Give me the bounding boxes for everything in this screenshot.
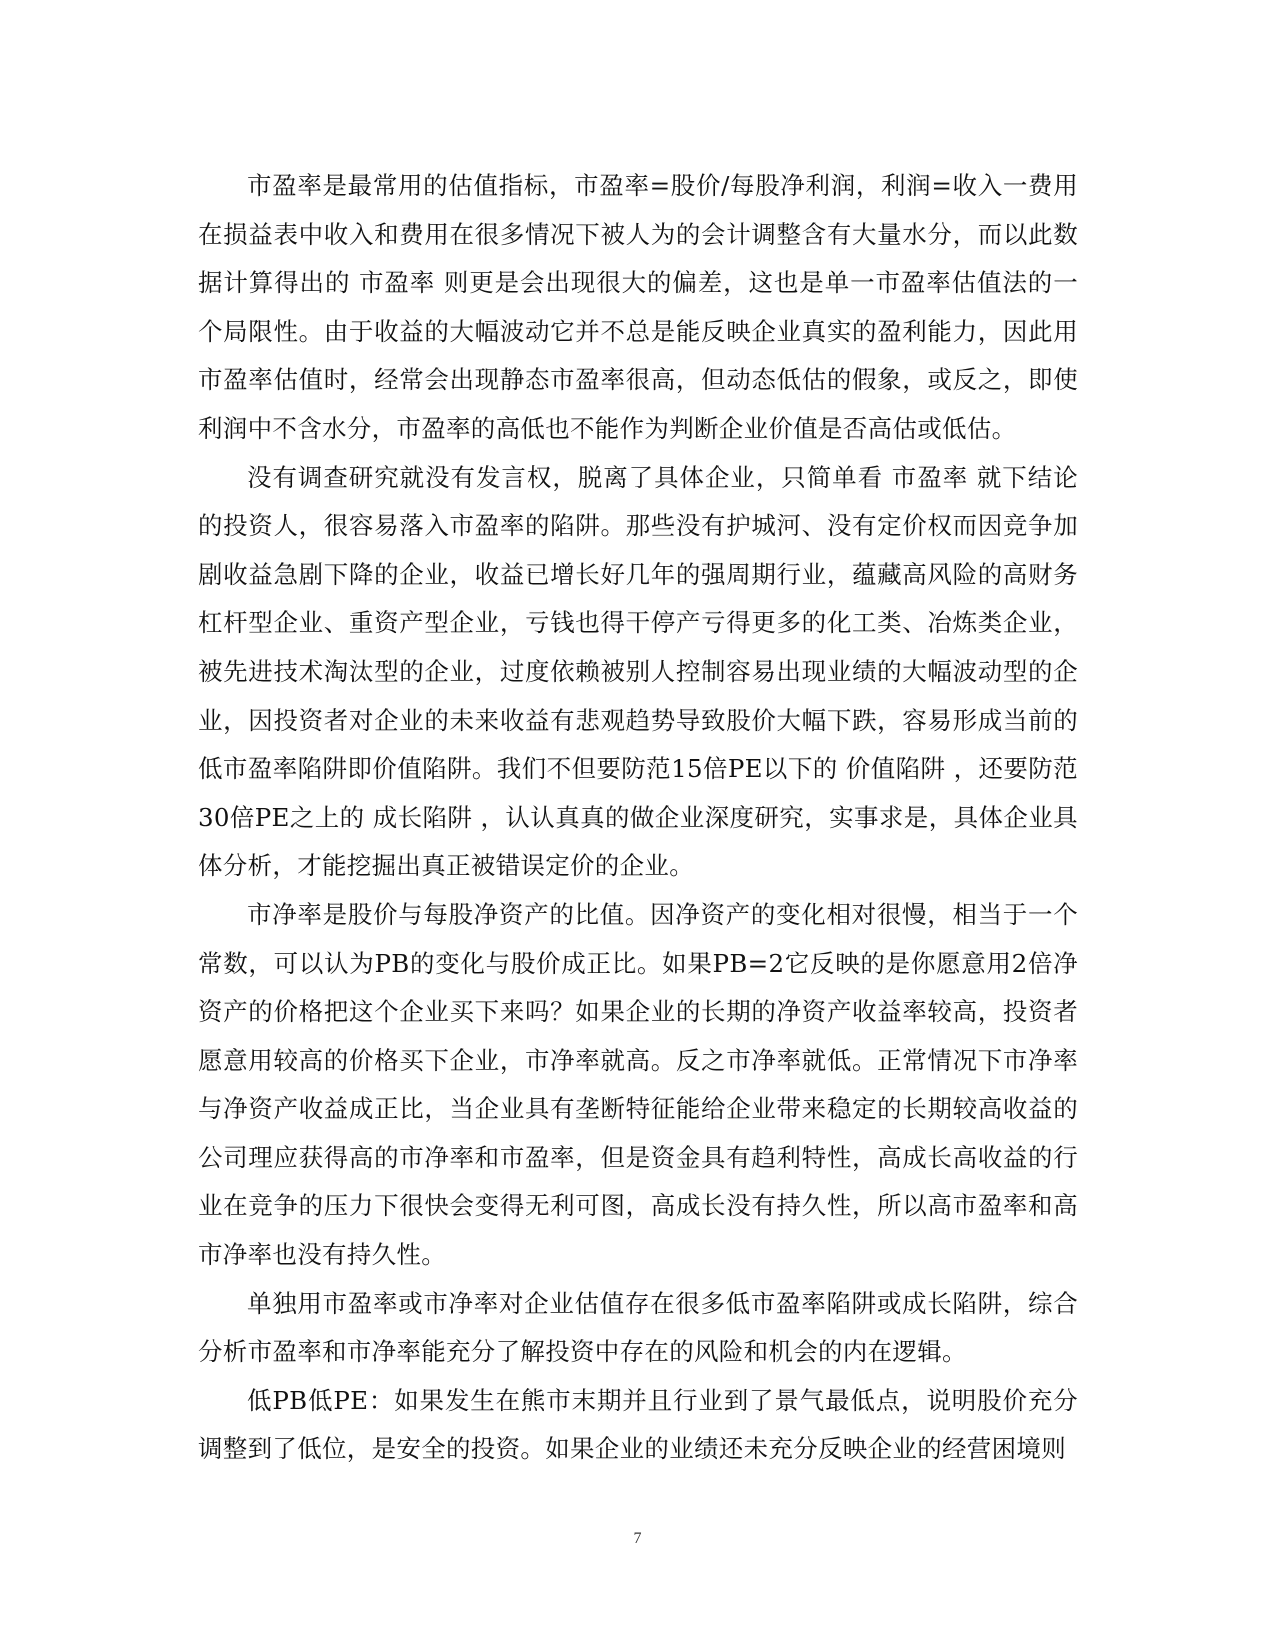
paragraph-low-pb-low-pe: 低PB低PE：如果发生在熊市末期并且行业到了景气最低点，说明股价充分调整到了低位，是安全的投资。如果企业的业绩还未充分反映企业的经营困境则 — [198, 1385, 1078, 1464]
document-body — [198, 162, 1078, 1474]
paragraph-combined-analysis: 单独用市盈率或市净率对企业估值存在很多低市盈率陷阱或成长陷阱，综合分析市盈率和市净率能充分了解投资中存在的风险和机会的内在逻辑。 — [198, 1288, 1078, 1367]
paragraph-pe-trap: 没有调查研究就没有发言权，脱离了具体企业，只简单看 市盈率 就下结论的投资人，很容易落入市盈率的陷阱。那些没有护城河、没有定价权而因竞争加剧收益急剧下降的企业，收益已增长好几年的强周期行业，蕴藏高风险的高财务杠杆型企业、重资产型企业，亏钱也得干停产亏得更多的化工类、冶炼类企业，被先进技术淘汰型的企业，过度依赖被别人控制容易出现业绩的大幅波动型的企业，因投资者对企业的未来收益有悲观趋势导致股价大幅下跌，容易形成当前的低市盈率陷阱即价值陷阱。我们不但要防范15倍PE以下的 价值陷阱 ，还要防范30倍PE之上的 成长陷阱 ，认认真真的做企业深度研究，实事求是，具体企业具体分析，才能挖掘出真正被错误定价的企业。 — [198, 462, 1078, 881]
paragraph-pe-ratio-definition: 市盈率是最常用的估值指标，市盈率=股价/每股净利润，利润=收入一费用 在损益表中收入和费用在很多情况下被人为的会计调整含有大量水分，而以此数据计算得出的 市盈率 则更是会出现很大的偏差，这也是单一市盈率估值法的一个局限性。由于收益的大幅波动它并不总是能反映企业真实的盈利能力，因此用市盈率估值时，经常会出现静态市盈率很高，但动态低估的假象，或反之，即使利润中不含水分，市盈率的高低也不能作为判断企业价值是否高估或低估。 — [198, 171, 1078, 443]
page-number: 7 — [633, 1530, 642, 1547]
paragraph-pb-ratio-definition: 市净率是股价与每股净资产的比值。因净资产的变化相对很慢，相当于一个常数，可以认为PB的变化与股价成正比。如果PB=2它反映的是你愿意用2倍净资产的价格把这个企业买下来吗？如果企业的长期的净资产收益率较高，投资者愿意用较高的价格买下企业，市净率就高。反之市净率就低。正常情况下市净率与净资产收益成正比，当企业具有垄断特征能给企业带来稳定的长期较高收益的公司理应获得高的市净率和市盈率，但是资金具有趋利特性，高成长高收益的行业在竞争的压力下很快会变得无利可图，高成长没有持久性，所以高市盈率和高市净率也没有持久性。 — [198, 899, 1078, 1270]
